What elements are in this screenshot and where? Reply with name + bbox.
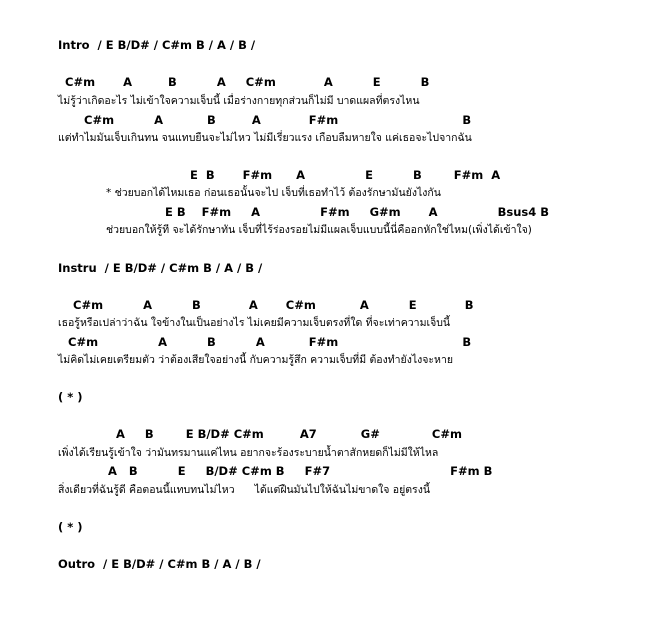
verse2-chords-1: C#m A B A C#m A E B <box>73 298 474 312</box>
repeat-chorus-2: ( * ) <box>58 520 83 534</box>
bridge-chords-1: A B E B/D# C#m A7 G# C#m <box>116 427 462 441</box>
bridge-chords-2: A B E B/D# C#m B F#7 F#m B <box>108 464 493 478</box>
chorus-chords-2: E B F#m A F#m G#m A Bsus4 B <box>165 205 550 219</box>
bridge-lyric-2: สิ่งเดียวที่ฉันรู้ดี คือตอนนี้แทบทนไม่ไหว ได้แต่ฝืนมันไปให้ฉันไม่ขาดใจ อยู่ตรงนี้ <box>58 484 431 496</box>
chorus-lyric-1: * ช่วยบอกได้ไหมเธอ ก่อนเธอนั้นจะไป เจ็บที่เธอทำไว้ ต้องรักษามันยังไงกัน <box>106 187 441 199</box>
verse2-lyric-2: ไม่คิดไม่เคยเตรียมตัว ว่าต้องเสียใจอย่างนี้ กับความรู้สึก ความเจ็บที่มี ต้องทำยังไงจะหาย <box>58 354 454 366</box>
bridge-lyric-1: เพิ่งได้เรียนรู้เข้าใจ ว่ามันทรมานแค่ไหน อยากจะร้องระบายน้ำตาสักหยดก็ไม่มีให้ไหล <box>58 447 439 459</box>
verse1-lyric-1: ไม่รู้ว่าเกิดอะไร ไม่เข้าใจความเจ็บนี้ เมื่อร่างกายทุกส่วนก็ไม่มี บาดแผลที่ตรงไหน <box>58 95 420 107</box>
chorus-lyric-2: ช่วยบอกให้รู้ที จะได้รักษาทัน เจ็บที่ไร้ร่องรอยไม่มีแผลเจ็บแบบนี้นี่คืออกหักใช่ไหม(เพิ่งได้เข้าใจ) <box>106 224 532 236</box>
chorus-chords-1: E B F#m A E B F#m A <box>190 168 501 182</box>
repeat-chorus-1: ( * ) <box>58 390 83 404</box>
instru-line: Instru / E B/D# / C#m B / A / B / <box>58 261 263 275</box>
verse1-chords-2: C#m A B A F#m B <box>84 113 472 127</box>
intro-line: Intro / E B/D# / C#m B / A / B / <box>58 38 256 52</box>
verse2-lyric-1: เธอรู้หรือเปล่าว่าฉัน ใจข้างในเป็นอย่างไร ไม่เคยมีความเจ็บตรงที่ใด ที่จะเท่าความเจ็บนี้ <box>58 317 451 329</box>
verse1-chords-1: C#m A B A C#m A E B <box>65 75 430 89</box>
verse1-lyric-2: แต่ทำไมมันเจ็บเกินทน จนแทบยืนจะไม่ไหว ไม่มีเรี่ยวแรง เกือบลืมหายใจ แค่เธอจะไปจากฉัน <box>58 132 472 144</box>
verse2-chords-2: C#m A B A F#m B <box>68 335 472 349</box>
outro-line: Outro / E B/D# / C#m B / A / B / <box>58 557 261 571</box>
